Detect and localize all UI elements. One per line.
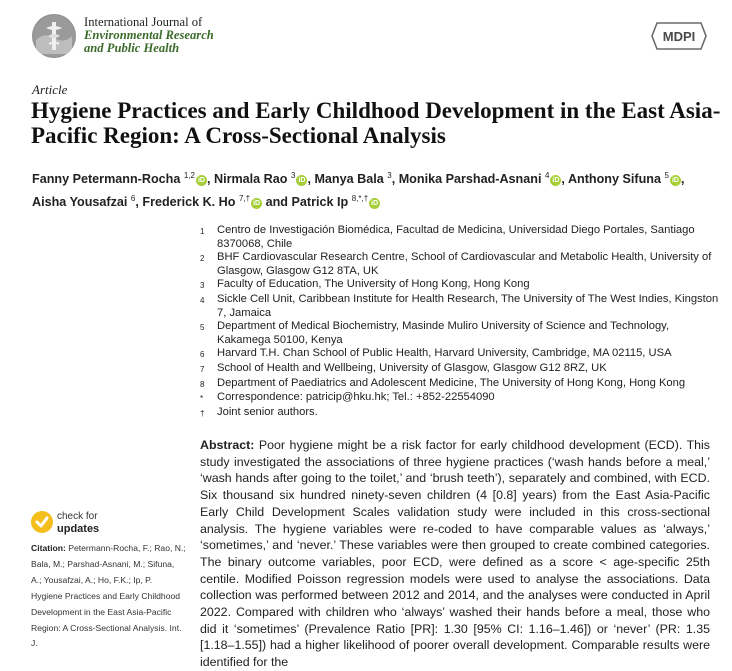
affiliation-item bbox=[200, 377, 720, 392]
affiliation-text: Department of Medical Biochemistry, Masinde Muliro University of Science and Technology, Kakamega 50100, Kenya bbox=[217, 320, 670, 346]
affiliation-item bbox=[200, 347, 720, 362]
author-separator: , bbox=[561, 172, 568, 187]
check-updates-line1: check for bbox=[57, 511, 98, 522]
affiliation-item bbox=[200, 362, 720, 377]
abstract bbox=[200, 437, 710, 671]
check-updates-icon bbox=[31, 511, 53, 533]
author-affiliation-marker: 6 bbox=[130, 194, 136, 204]
orcid-icon[interactable]: iD bbox=[197, 177, 205, 185]
author-separator: , bbox=[307, 172, 315, 187]
author-separator: , bbox=[391, 172, 399, 187]
orcid-icon[interactable]: iD bbox=[298, 177, 306, 185]
affiliation-marker: * bbox=[200, 394, 204, 404]
author-name[interactable]: Fanny Petermann-Rocha bbox=[32, 172, 181, 187]
affiliation-text: BHF Cardiovascular Research Centre, School of Cardiovascular and Metabolic Health, University of Glasgow, Glasgow G12 8TA, UK bbox=[217, 251, 712, 277]
affiliation-marker: 7 bbox=[200, 364, 205, 374]
author-name[interactable]: Patrick Ip bbox=[291, 195, 349, 210]
affiliation-text: Correspondence: patricip@hku.hk; Tel.: +852-22554090 bbox=[217, 391, 495, 404]
citation-label: Citation: bbox=[31, 543, 66, 553]
check-for-updates-badge[interactable] bbox=[31, 508, 131, 538]
author-affiliation-marker: 4 bbox=[544, 171, 550, 180]
author-separator: , bbox=[680, 172, 685, 187]
affiliation-marker: 4 bbox=[200, 295, 205, 305]
author-separator: , bbox=[135, 195, 143, 210]
affiliation-text: Department of Paediatrics and Adolescent Medicine, The University of Hong Kong, Hong Kong bbox=[217, 376, 686, 389]
journal-name bbox=[84, 16, 214, 55]
author-name[interactable]: Manya Bala bbox=[314, 172, 384, 187]
author-name[interactable]: Aisha Yousafzai bbox=[32, 195, 128, 210]
affiliation-item bbox=[200, 224, 720, 251]
affiliation-text: Faculty of Education, The University of Hong Kong, Hong Kong bbox=[217, 278, 530, 291]
orcid-icon[interactable]: iD bbox=[371, 200, 379, 208]
affiliation-marker: † bbox=[200, 408, 205, 418]
author-name[interactable]: Anthony Sifuna bbox=[567, 172, 661, 187]
affiliation-item bbox=[200, 391, 720, 406]
author-affiliation-marker: 3 bbox=[387, 171, 392, 180]
article-type: Article bbox=[32, 82, 68, 97]
affiliation-item bbox=[200, 293, 720, 320]
author-affiliation-marker: 5 bbox=[664, 171, 669, 180]
abstract-text: Poor hygiene might be a risk factor for early childhood development (ECD). This study investigated the associations of three hygiene practices (‘wash hands before a meal,’ ‘wash hands after going to the toilet,’ and ‘brush teeth’), separately and combined, with ECD. Six thousand six hundred ninety-seven children (4 [0.8] years) from the East Asia-Pacific Early Child Development Scales validation study were included in this cross-sectional analysis. The hygiene variables were re-coded to have comparable values as ‘always,’ ‘sometimes,’ and ‘never.’ These variables were then grouped to create combined categories. The binary outcome variables, poor ECD, were defined as a score < age-specific 25th centile. Modified Poisson regression models were used to analyse the associations. Data collection was performed between 2012 and 2014, and the analyses were conducted in April 2022. Compared with children who ‘always’ washed their hands before a meal, those who did it ‘sometimes’ (Prevalence Ratio [PR]: 1.30 [95% CI: 1.16–1.46]) or ‘never’ (PR: 1.35 [1.18–1.55]) had a higher likelihood of poorer overall development. Comparable results were identified for the bbox=[200, 438, 710, 670]
author-affiliation-marker: 8,*,† bbox=[351, 194, 369, 204]
author-affiliation-marker: 1,2 bbox=[183, 171, 195, 180]
affiliation-item bbox=[200, 406, 720, 421]
citation-text: Petermann-Rocha, F.; Rao, N.; Bala, M.; Parshad-Asnani, M.; Sifuna, A.; Yousafzai, A.; Ho, F.K.; Ip, P. Hygiene Practices and Early Childhood Development in the East Asia-Pacific Region: A Cross-Sectional Analysis. Int. J. bbox=[31, 543, 186, 649]
affiliation-text: Joint senior authors. bbox=[217, 405, 318, 418]
affiliation-item bbox=[200, 320, 720, 347]
affiliation-text: Sickle Cell Unit, Caribbean Institute for Health Research, The University of The West Indies, Kingston 7, Jamaica bbox=[217, 292, 719, 319]
affiliation-marker: 5 bbox=[200, 323, 205, 333]
author-list bbox=[32, 166, 732, 212]
paper-title: Hygiene Practices and Early Childhood Development in the East Asia-Pacific Region: A Cross-Sectional Analysis bbox=[31, 98, 721, 148]
affiliation-list bbox=[200, 224, 720, 420]
orcid-icon[interactable]: iD bbox=[253, 200, 261, 208]
affiliation-text: School of Health and Wellbeing, University of Glasgow, Glasgow G12 8RZ, UK bbox=[217, 361, 607, 374]
affiliation-marker: 2 bbox=[200, 254, 205, 264]
affiliation-item bbox=[200, 278, 720, 293]
journal-logo-icon bbox=[32, 14, 76, 58]
author-affiliation-marker: 3 bbox=[290, 171, 296, 180]
author-name[interactable]: Frederick K. Ho bbox=[142, 195, 236, 210]
affiliation-marker: 3 bbox=[200, 281, 205, 291]
author-name[interactable]: Nirmala Rao bbox=[213, 172, 288, 187]
author-separator: and bbox=[262, 195, 292, 210]
abstract-label: Abstract: bbox=[200, 438, 255, 452]
author-affiliation-marker: 7,† bbox=[238, 194, 251, 204]
check-updates-line2: updates bbox=[57, 523, 100, 535]
citation-block bbox=[31, 541, 186, 652]
journal-line2: Environmental Research bbox=[84, 28, 214, 42]
journal-line3: and Public Health bbox=[84, 41, 180, 55]
journal-line1: International Journal of bbox=[84, 15, 203, 29]
affiliation-text: Harvard T.H. Chan School of Public Health, Harvard University, Cambridge, MA 02115, USA bbox=[217, 347, 672, 360]
mdpi-logo[interactable] bbox=[651, 22, 707, 50]
affiliation-marker: 1 bbox=[200, 227, 205, 236]
affiliation-item bbox=[200, 251, 720, 278]
orcid-icon[interactable]: iD bbox=[671, 177, 679, 185]
author-separator: , bbox=[206, 172, 214, 187]
publisher-label: MDPI bbox=[662, 29, 696, 44]
author-name[interactable]: Monika Parshad-Asnani bbox=[398, 172, 542, 187]
affiliation-text: Centro de Investigación Biomédica, Facultad de Medicina, Universidad Diego Portales, Santiago 8370068, Chile bbox=[217, 224, 695, 250]
affiliation-marker: 8 bbox=[200, 379, 205, 389]
orcid-icon[interactable]: iD bbox=[552, 177, 560, 185]
affiliation-marker: 6 bbox=[200, 350, 205, 360]
